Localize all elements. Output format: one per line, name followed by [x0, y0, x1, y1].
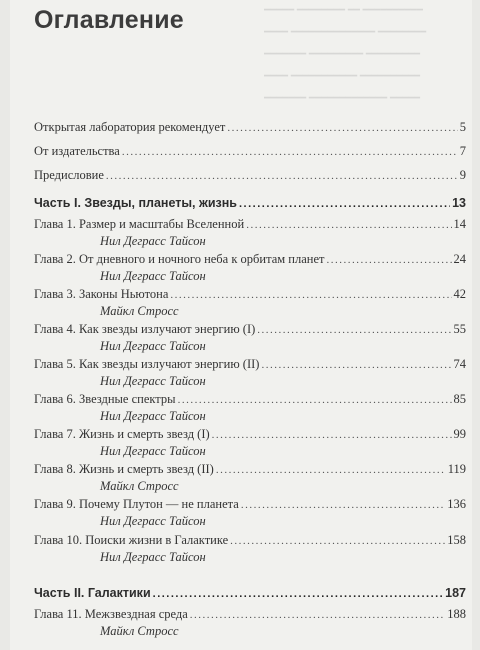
toc-entry-front-2[interactable]: От издательства ..... 7 — [34, 144, 466, 162]
chapter-author: Нил Деграсс Тайсон — [100, 269, 206, 283]
page-number: 188 — [447, 607, 466, 621]
page-number: 74 — [453, 357, 466, 371]
toc-chapter-10[interactable]: Глава 10. Поиски жизни в Галактике ..... 158 — [34, 533, 466, 551]
page-number: 14 — [453, 217, 466, 231]
page-number: 24 — [453, 252, 466, 266]
page-number: 119 — [447, 462, 466, 476]
leader-dots — [239, 198, 450, 210]
chapter-author: Нил Деграсс Тайсон — [100, 234, 206, 248]
chapter-author: Майкл Стросс — [100, 479, 179, 493]
toc-chapter-1[interactable]: Глава 1. Размер и масштабы Вселенной ..... 14 — [34, 217, 466, 235]
toc-chapter-7[interactable]: Глава 7. Жизнь и смерть звезд (I) ..... 99 — [34, 427, 466, 445]
toc-chapter-9[interactable]: Глава 9. Почему Плутон — не планета ..... 136 — [34, 497, 466, 515]
page-number: 42 — [453, 287, 466, 301]
page-number: 5 — [459, 120, 466, 134]
page-number: 158 — [447, 533, 466, 547]
toc-page — [10, 0, 472, 650]
toc-chapter-3[interactable]: Глава 3. Законы Ньютона ..... 42 — [34, 287, 466, 305]
chapter-author: Майкл Стросс — [100, 624, 179, 638]
chapter-author: Нил Деграсс Тайсон — [100, 339, 206, 353]
leader-dots — [153, 588, 444, 600]
leader-dots — [326, 254, 451, 266]
leader-dots — [106, 170, 458, 182]
show-through-text: ━━━━━ ━━━━━━━━ ━━ ━━━━━━━━━━ ━━━━ ━━━━━━━━━━━━━━ ━━━━━━━━ ━━━━━━━ ━━━━━━━━━ ━━━━━━━━━ ━━━━ ━━━━━━━━━━━ ━━━━━━━━━━ ━━━━━━━ ━━━━━━━━━━━━━ ━━━━━ — [264, 5, 427, 104]
leader-dots — [246, 219, 451, 231]
chapter-author: Нил Деграсс Тайсон — [100, 444, 206, 458]
page-number: 187 — [445, 586, 466, 600]
toc-chapter-6[interactable]: Глава 6. Звездные спектры ..... 85 — [34, 392, 466, 410]
chapter-author: Нил Деграсс Тайсон — [100, 374, 206, 388]
toc-entry-front-3[interactable]: Предисловие ..... 9 — [34, 168, 466, 186]
chapter-author: Нил Деграсс Тайсон — [100, 409, 206, 423]
page-number: 9 — [459, 168, 466, 182]
page-number: 136 — [447, 497, 466, 511]
toc-part-2[interactable]: Часть II. Галактики ..... 187 — [34, 586, 466, 604]
page-number: 99 — [453, 427, 466, 441]
toc-part-1[interactable]: Часть I. Звезды, планеты, жизнь ..... 13 — [34, 196, 466, 214]
toc-entry-front-1[interactable]: Открытая лаборатория рекомендует ..... 5 — [34, 120, 466, 138]
page-number: 7 — [459, 144, 466, 158]
chapter-author: Майкл Стросс — [100, 304, 179, 318]
chapter-author: Нил Деграсс Тайсон — [100, 514, 206, 528]
page-number: 85 — [453, 392, 466, 406]
page-number: 13 — [452, 196, 466, 210]
leader-dots — [190, 609, 445, 621]
leader-dots — [257, 324, 451, 336]
leader-dots — [230, 535, 445, 547]
leader-dots — [178, 394, 452, 406]
toc-chapter-2[interactable]: Глава 2. От дневного и ночного неба к орбитам планет ..... 24 — [34, 252, 466, 270]
leader-dots — [241, 499, 445, 511]
leader-dots — [261, 359, 451, 371]
leader-dots — [122, 146, 458, 158]
page-title: Оглавление — [34, 6, 184, 34]
toc-chapter-11[interactable]: Глава 11. Межзвездная среда ..... 188 — [34, 607, 466, 625]
toc-chapter-8[interactable]: Глава 8. Жизнь и смерть звезд (II) ..... 119 — [34, 462, 466, 480]
leader-dots — [212, 429, 452, 441]
chapter-author: Нил Деграсс Тайсон — [100, 550, 206, 564]
leader-dots — [227, 122, 457, 134]
toc-chapter-4[interactable]: Глава 4. Как звезды излучают энергию (I) ..... 55 — [34, 322, 466, 340]
leader-dots — [216, 464, 446, 476]
page-number: 55 — [453, 322, 466, 336]
toc-chapter-5[interactable]: Глава 5. Как звезды излучают энергию (II) ..... 74 — [34, 357, 466, 375]
leader-dots — [170, 289, 451, 301]
